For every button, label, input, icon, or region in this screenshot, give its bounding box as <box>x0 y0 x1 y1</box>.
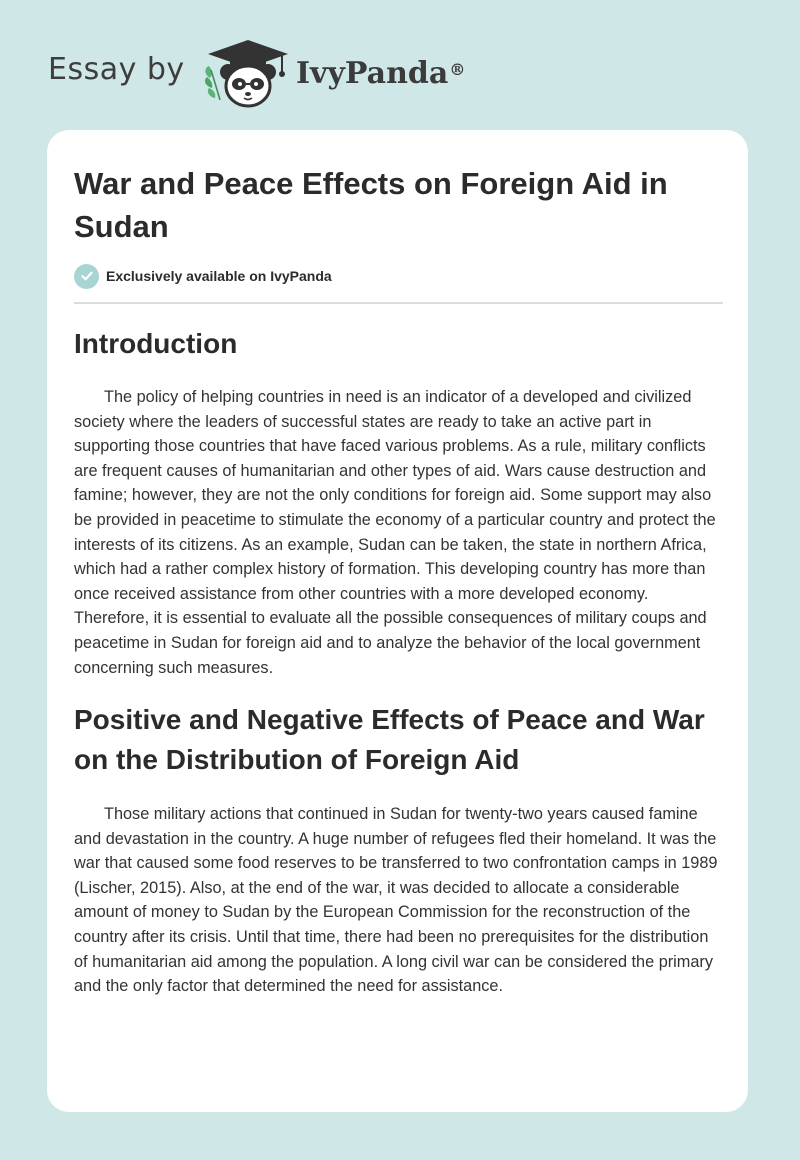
site-header <box>0 0 800 120</box>
registered-mark: ® <box>449 60 466 79</box>
check-circle-icon <box>74 264 99 289</box>
section-heading: Positive and Negative Effects of Peace and War on the Distribution of Foreign Aid <box>74 704 705 775</box>
section-heading: Introduction <box>74 328 238 359</box>
exclusive-badge <box>74 263 332 289</box>
exclusive-label: Exclusively available on IvyPanda <box>106 268 332 284</box>
divider <box>74 302 723 304</box>
panda-graduate-icon <box>200 34 296 110</box>
brand-name: IvyPanda <box>296 56 449 91</box>
page-title: War and Peace Effects on Foreign Aid in Sudan <box>74 166 668 244</box>
section-paragraph: Those military actions that continued in Sudan for twenty-two years caused famine and devastation in the country. A huge number of refugees fled their homeland. It was the war that caused some food reserves to be transferred to two confrontation camps in 1989 (Lischer, 2015). Also, at the end of the war, it was decided to allocate a considerable amount of money to Sudan by the European Commission for the reconstruction of the country after its crisis. Until that time, there had been no prerequisites for the distribution of humanitarian aid among the population. A long civil war can be considered the primary and the only factor that determined the need for assistance. <box>74 805 718 996</box>
brand-logo-text <box>296 54 465 94</box>
essay-by-label: Essay by <box>48 52 185 87</box>
essay-card <box>47 130 748 1112</box>
section-paragraph: The policy of helping countries in need is an indicator of a developed and civilized society where the leaders of successful states are ready to take an active part in supporting those countries that have faced various problems. As a rule, military conflicts are frequent causes of humanitarian and other types of aid. Wars cause destruction and famine; however, they are not the only conditions for foreign aid. Some support may also be provided in peacetime to stimulate the economy of a particular country and protect the interests of its citizens. As an example, Sudan can be taken, the state in northern Africa, which had a rather complex history of formation. This developing country has more than once received assistance from other countries with a more developed economy. Therefore, it is essential to evaluate all the possible consequences of military coups and peacetime in Sudan for foreign aid and to analyze the behavior of the local government concerning such measures. <box>74 388 716 677</box>
